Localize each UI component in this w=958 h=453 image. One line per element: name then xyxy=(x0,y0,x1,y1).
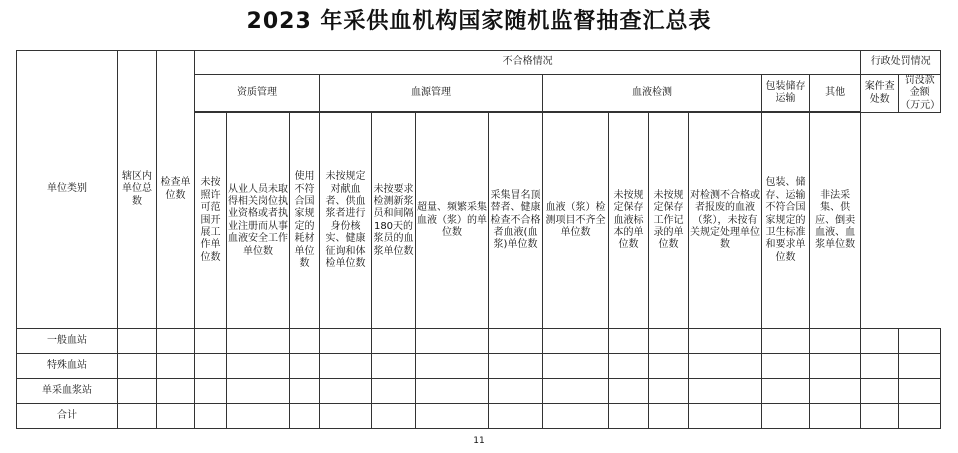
col-header-record-retention: 未按规定保存工作记录的单位数 xyxy=(649,113,689,329)
header-qualification-mgmt: 资质管理 xyxy=(195,75,320,112)
col-header-case-count: 案件查处数 xyxy=(861,75,899,113)
header-blood-source-mgmt: 血源管理 xyxy=(320,75,543,112)
header-blood-testing: 血液检测 xyxy=(543,75,762,112)
col-header-plasma-testing: 未按要求检测新浆员和间隔180天的浆员的血浆单位数 xyxy=(372,113,416,329)
header-total-units: 辖区内单位总数 xyxy=(118,51,157,329)
col-header-illegal-supply: 非法采集、供应、倒卖血液、血浆单位数 xyxy=(810,113,861,329)
summary-table xyxy=(16,50,941,429)
col-header-incomplete-testing: 血液（浆）检测项目不齐全单位数 xyxy=(543,113,609,329)
col-header-impostor-collection: 采集冒名顶替者、健康检查不合格者血液(血浆)单位数 xyxy=(489,113,543,329)
table-row xyxy=(17,329,941,354)
header-packaging-storage: 包装储存运输 xyxy=(762,75,810,112)
col-header-specimen-retention: 未按规定保存血液标本的单位数 xyxy=(609,113,649,329)
col-header-excessive-collection: 超量、频繁采集血液（浆）的单位数 xyxy=(416,113,489,329)
row-label: 特殊血站 xyxy=(17,354,118,379)
page-title: 2023 年采供血机构国家随机监督抽查汇总表 xyxy=(246,9,712,34)
row-label: 合计 xyxy=(17,404,118,429)
header-admin-penalty: 行政处罚情况 xyxy=(861,51,941,75)
col-header-donor-verification: 未按规定对献血者、供血浆者进行身份核实、健康征询和体检单位数 xyxy=(320,113,372,329)
header-inspected-units: 检查单位数 xyxy=(157,51,195,329)
page-number: 11 xyxy=(473,436,485,446)
header-noncompliance: 不合格情况 xyxy=(195,51,861,75)
col-header-out-of-scope: 未按照许可范围开展工作单位数 xyxy=(195,113,227,329)
col-header-unqualified-staff: 从业人员未取得相关岗位执业资格或者执业注册而从事血液安全工作单位数 xyxy=(227,113,290,329)
row-label: 一般血站 xyxy=(17,329,118,354)
table-row xyxy=(17,379,941,404)
table-row xyxy=(17,354,941,379)
col-header-fine-amount: 罚没款金额（万元） xyxy=(900,75,941,111)
row-label: 单采血浆站 xyxy=(17,379,118,404)
col-header-packaging: 包装、储存、运输不符合国家规定的卫生标准和要求单位数 xyxy=(762,113,810,329)
header-other: 其他 xyxy=(810,75,861,112)
table-row xyxy=(17,404,941,429)
col-header-disposal: 对检测不合格或者报废的血液（浆），未按有关规定处理单位数 xyxy=(689,113,762,329)
col-header-noncompliant-supplies: 使用不符合国家规定的耗材单位数 xyxy=(290,113,320,329)
header-unit-category: 单位类别 xyxy=(17,51,118,329)
